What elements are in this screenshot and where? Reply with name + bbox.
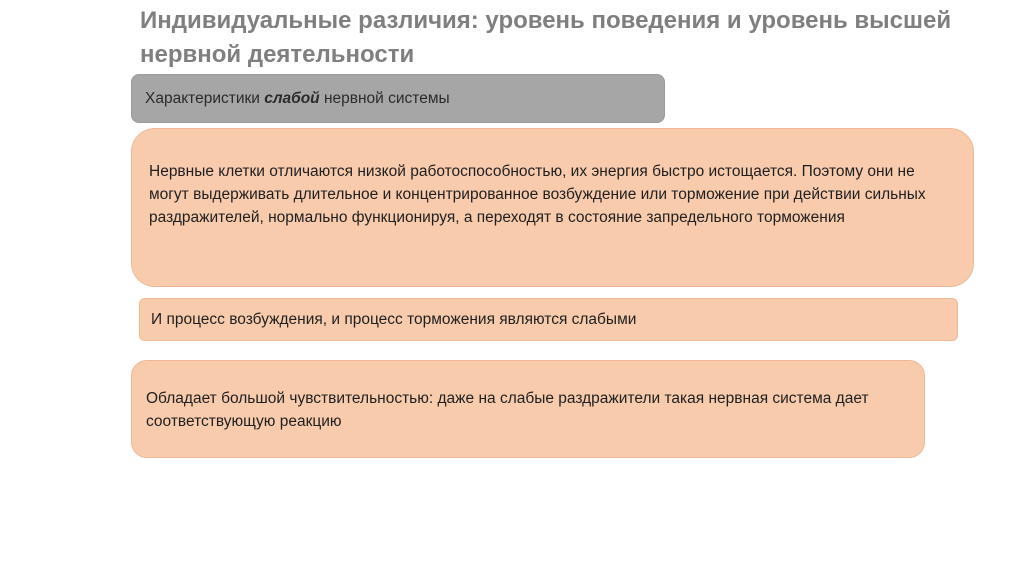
card-text: Нервные клетки отличаются низкой работоспособностью, их энергия быстро истощается. Поэтому они не могут выдерживать длительное и концентрированное возбуждение или торможение при действии сильных раздражителей, нормально функционируя, а переходят в состояние запредельного торможения [149,163,926,226]
card-text: И процесс возбуждения, и процесс торможения являются слабыми [151,311,637,328]
card-text: Обладает большой чувствительностью: даже на слабые раздражители такая нервная система дает соответствующую реакцию [146,390,869,430]
header-emphasis: слабой [264,89,320,107]
header-suffix: нервной системы [319,89,450,107]
header-text [145,90,450,108]
header-prefix: Характеристики [145,89,265,107]
weak-nervous-system-header [131,74,665,123]
characteristic-card-weak-processes [139,298,958,341]
slide-title: Индивидуальные различия: уровень поведения и уровень высшей нервной деятельности [140,7,952,68]
characteristic-card-high-sensitivity [131,360,925,458]
characteristic-card-low-endurance [131,128,974,287]
